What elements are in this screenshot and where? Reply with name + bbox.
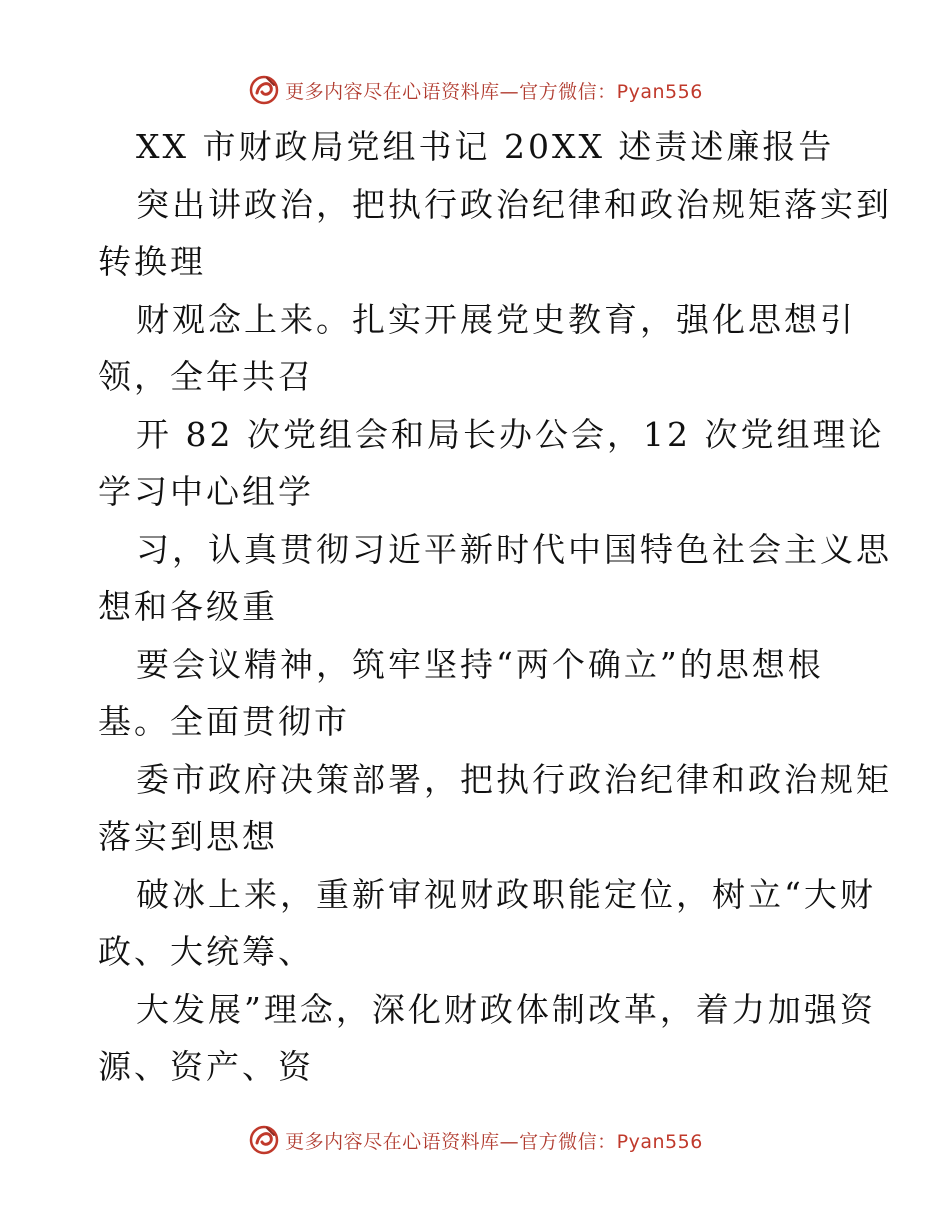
text-line: 基。全面贯彻市 xyxy=(98,702,350,741)
document-body xyxy=(98,118,892,1096)
text-line: 落实到思想 xyxy=(98,817,278,856)
document-title: XX 市财政局党组书记 20XX 述责述廉报告 xyxy=(136,127,835,166)
text-line: 开 82 次党组会和局长办公会，12 次党组理论 xyxy=(136,414,885,454)
header-watermark-banner xyxy=(0,68,950,112)
footer-watermark-banner xyxy=(0,1118,950,1162)
text-line: 想和各级重 xyxy=(98,587,278,626)
banner-text: 更多内容尽在心语资料库—官方微信：Pyan556 xyxy=(285,1130,703,1153)
text-line: 学习中心组学 xyxy=(98,472,314,511)
text-line: 突出讲政治，把执行政治纪律和政治规矩落实到 xyxy=(136,184,892,224)
text-line: 财观念上来。扎实开展党史教育，强化思想引 xyxy=(136,299,856,339)
wechat-id: Pyan556 xyxy=(616,1130,703,1153)
text-line: 习，认真贯彻习近平新时代中国特色社会主义思 xyxy=(136,529,892,569)
text-line: 政、大统筹、 xyxy=(98,932,314,971)
banner-text: 更多内容尽在心语资料库—官方微信：Pyan556 xyxy=(285,80,703,103)
text-line: 委市政府决策部署，把执行政治纪律和政治规矩 xyxy=(136,759,892,799)
text-line: 破冰上来，重新审视财政职能定位，树立“大财 xyxy=(136,874,876,914)
red-swirl-logo-icon xyxy=(247,73,281,107)
text-line: 大发展”理念，深化财政体制改革，着力加强资 xyxy=(136,989,876,1029)
text-line: 源、资产、资 xyxy=(98,1047,314,1086)
text-line: 转换理 xyxy=(98,242,206,281)
text-line: 领，全年共召 xyxy=(98,357,314,396)
text-line: 要会议精神，筑牢坚持“两个确立”的思想根 xyxy=(136,644,824,684)
red-swirl-logo-icon xyxy=(247,1123,281,1157)
wechat-id: Pyan556 xyxy=(616,80,703,103)
